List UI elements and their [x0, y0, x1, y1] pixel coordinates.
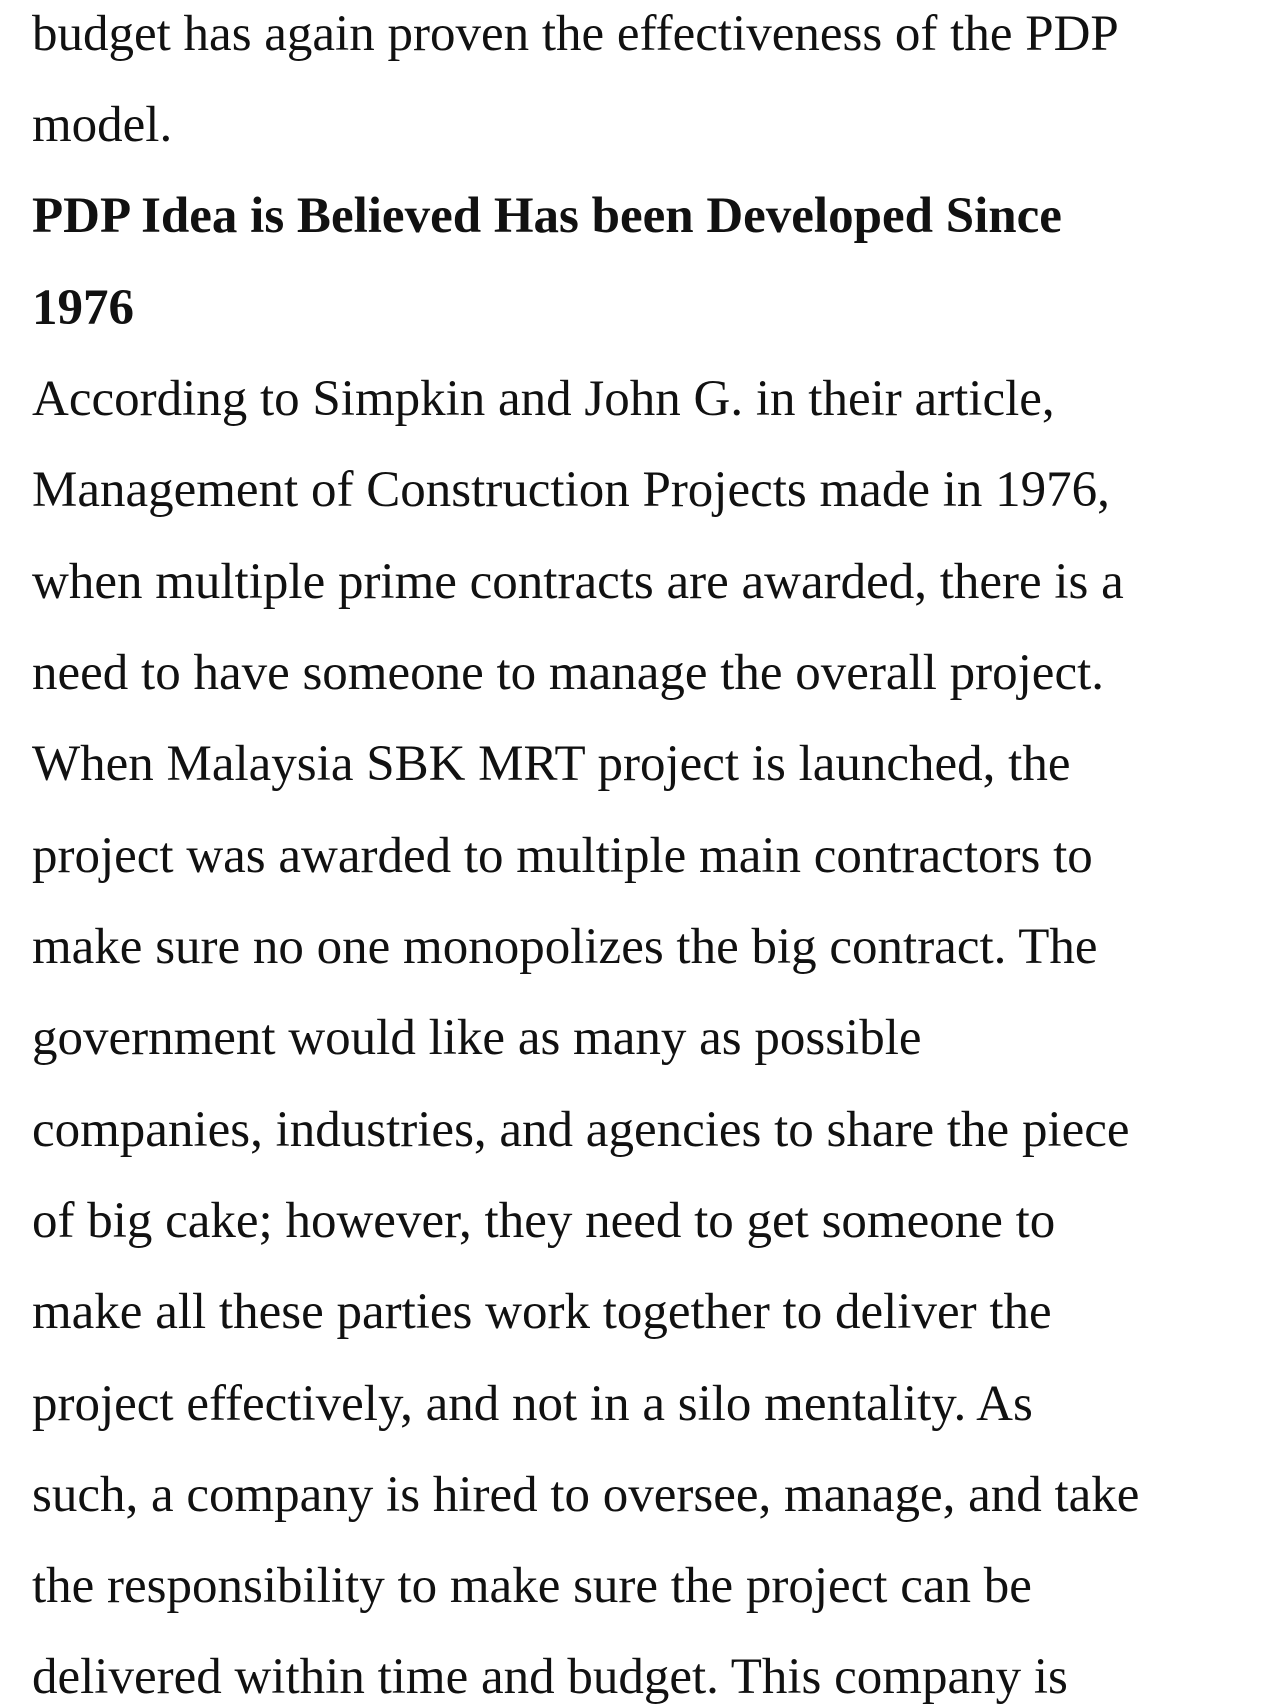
paragraph-main-line-7: make sure no one monopolizes the big contract. The: [32, 919, 1098, 975]
paragraph-main-line-11: make all these parties work together to deliver the: [32, 1284, 1052, 1340]
section-heading-line-2: 1976: [32, 280, 134, 336]
paragraph-main-line-4: need to have someone to manage the overall project.: [32, 645, 1104, 701]
section-heading-line-1: PDP Idea is Believed Has been Developed Since: [32, 188, 1062, 244]
paragraph-main-line-2: Management of Construction Projects made in 1976,: [32, 462, 1110, 518]
paragraph-main-line-9: companies, industries, and agencies to share the piece: [32, 1102, 1130, 1158]
paragraph-main-line-13: such, a company is hired to oversee, manage, and take: [32, 1467, 1140, 1523]
paragraph-main-line-1: According to Simpkin and John G. in their article,: [32, 371, 1055, 427]
paragraph-main-line-10: of big cake; however, they need to get someone to: [32, 1193, 1056, 1249]
paragraph-main-line-14: the responsibility to make sure the project can be: [32, 1558, 1032, 1614]
paragraph-main-line-8: government would like as many as possible: [32, 1010, 922, 1066]
paragraph-top-line-2: model.: [32, 97, 173, 153]
paragraph-main-line-6: project was awarded to multiple main contractors to: [32, 828, 1093, 884]
paragraph-top-line-1: budget has again proven the effectiveness of the PDP: [32, 6, 1119, 62]
paragraph-main-line-15: delivered within time and budget. This company is: [32, 1649, 1068, 1705]
paragraph-main-line-3: when multiple prime contracts are awarded, there is a: [32, 554, 1124, 610]
paragraph-main-line-12: project effectively, and not in a silo mentality. As: [32, 1376, 1033, 1432]
paragraph-main-line-5: When Malaysia SBK MRT project is launched, the: [32, 736, 1071, 792]
